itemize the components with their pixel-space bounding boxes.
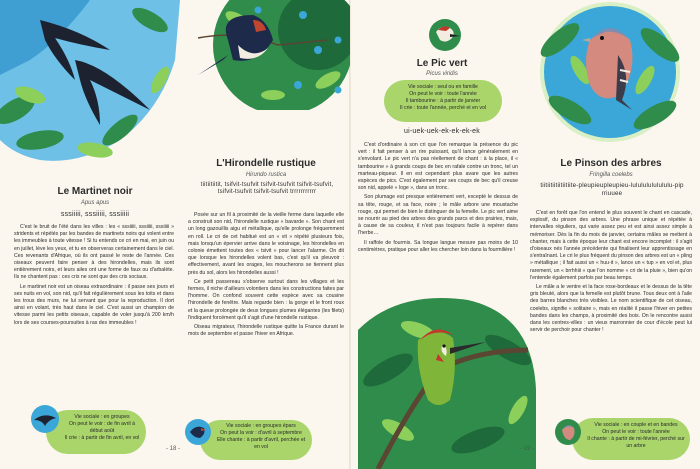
pic-info-bubble: [384, 80, 502, 122]
pinson-title: Le Pinson des arbres: [560, 158, 662, 169]
chaffinch-icon: [554, 418, 582, 446]
pic-title: Le Pic vert: [416, 58, 468, 69]
martinet-bubble-line-3: Il crie : à partir de fin avril, en vol: [64, 435, 140, 441]
pic-paragraph-2: Son plumage est presque entièrement vert, excepté le dessus de sa tête, rouge, et sa face, noire ; le mâle arbore une moustache rouge, qui permet de bien le distinguer de la femelle. Le pic vert aime se nourrir au pied des arbres des grands parcs et des prairies, mais, à cause de sa couleur, il n'est pas toujours facile à repérer dans l'herbe…: [358, 194, 518, 237]
martinet-text: [14, 224, 174, 329]
page-number-left: - 18 -: [166, 446, 181, 452]
pinson-paragraph-2: Le mâle a le ventre et la face rose-bordeaux et le dessus de la tête gris bleuté, alors que la femelle est plutôt brune. Tous deux ont à l'aile des barres blanches très visibles. Le nom scientifique de cet oiseau, coelebs, signifie « solitaire », mais en réalité il passe l'hiver en petites bandes dans les champs, à proximité des bois. On le rencontre aussi dans les centres-villes : un vieux marronnier de cour d'école peut lui servir de perchoir pour chanter !: [530, 284, 692, 334]
swift-illustration: [0, 0, 180, 170]
pinson-text: [530, 210, 692, 336]
hirondelle-bubble-line-2: On peut la voir : d'avril à septembre: [220, 430, 302, 436]
pinson-latin-name: Fringilla coelebs: [589, 172, 633, 178]
pic-song: ui-uek-uek-ek-ek-ek-ek: [404, 128, 480, 135]
pinson-info-bubble: [572, 418, 690, 460]
martinet-bubble-line-1: Vie sociale : en groupes: [74, 414, 130, 420]
martinet-paragraph-2: Le martinet noir est un oiseau extraordinaire : il passe ses jours et ses nuits en vol, son nid, qu'il fait régulièrement sous les toits et dans les trous des murs, ne lui servant que pour la reproduction. Il dort ainsi en volant, très haut dans le ciel. C'est aussi un champion de vitesse parmi les petits oiseaux, capable de voler jusqu'à 200 km/h lors de ses courses-poursuites à ras des immeubles !: [14, 283, 174, 326]
martinet-song: sssiiiii, sssiiiii, sssiiiii: [60, 211, 130, 218]
pic-paragraph-3: Il raffole de fourmis. Sa longue langue mesure pas moins de 10 centimètres, pratique pour aller les chercher loin dans la fourmilière !: [358, 239, 518, 253]
martinet-latin-name: Apus apus: [80, 200, 110, 206]
pic-bubble-line-2: On peut le voir : toute l'année: [409, 91, 477, 97]
green-woodpecker-icon: [428, 18, 462, 52]
woodpecker-illustration: [358, 290, 538, 469]
pinson-bubble-line-1: Vie sociale : en couple et en bandes: [594, 422, 678, 428]
hirondelle-paragraph-1: Posée sur un fil à proximité de la vieille ferme dans laquelle elle a construit son nid, l'hirondelle rustique « bavarde ». Son chant est un long gazouillis aigu et métallique, qu'elle prolonge fréquemment en roll. Le cri de cet habitué est un « vit » répété plusieurs fois, mais lorsqu'un épervier arrive dans le voisinage, les hirondelles en colonie émettent toutes des « tsivit » pour lancer l'alarme. On dit que lorsque les hirondelles volent bas, c'est qu'il va pleuvoir : effectivement, avant les orages, les moucherons se tiennent plus près du sol, alors les hirondelles aussi !: [188, 212, 344, 276]
martinet-info-bubble: [46, 410, 146, 454]
swallow-icon: [184, 418, 212, 446]
hirondelle-paragraph-3: Oiseau migrateur, l'hirondelle rustique quitte la France durant le mois de septembre et passe l'hiver en Afrique.: [188, 324, 344, 338]
swallow-illustration: [178, 0, 350, 110]
pic-latin-name: Picus viridis: [426, 71, 458, 77]
pic-bubble-line-1: Vie sociale : seul ou en famille: [408, 84, 478, 90]
hirondelle-bubble-line-1: Vie sociale : en groupes épars: [226, 423, 296, 429]
hirondelle-song: tiitiitiitit, tsifvit-tsufvit tsifvit-tsufvit tsifvit-tsufvit, tsifvit-tsufvit tsifvit-tsufvit trrrrrrrrrrr: [200, 182, 334, 195]
pinson-bubble-line-3: Il chante : à partir de mi-février, perché sur un arbre: [587, 436, 685, 449]
hirondelle-paragraph-2: Ce petit passereau s'observe surtout dans les villages et les fermes, il niche d'ailleurs volontiers dans les constructions faites par l'homme. On confond souvent cette espèce avec sa cousine l'hirondelle de fenêtre. Mais regarde bien : la gorge et le front roux et la queue prolongée de deux longues plumes élégantes (les filets) l'indiquent forcément qu'il s'agit d'une hirondelle rustique.: [188, 278, 344, 321]
page-number-right: - 19 -: [520, 446, 535, 452]
swift-icon: [30, 404, 60, 434]
pic-paragraph-1: C'est d'ordinaire à son cri que l'on remarque la présence du pic vert : il fait penser à un rire puissant, qu'il lance généralement en s'envolant. Le pic vert n'a pas réellement de chant : à la place, il « tambourine » à grands coups de bec en rafale contre un tronc, tel un marteau-piqueur. Il en est cependant plus avare que les autres espèces de pics. C'est également par ses coups de bec qu'il creuse son nid, appelé « loge », dans un tronc.: [358, 142, 518, 192]
hirondelle-latin-name: Hirundo rustica: [245, 172, 287, 178]
chaffinch-illustration: [520, 0, 700, 150]
martinet-paragraph-1: C'est le bruit de l'été dans les villes : les « sssiiiii, sssiiiii, sssiiiii » stridents et répétés par les bandes de martinets noirs qui volent entre les immeubles à toute vitesse ! Si tu entends ce cri en mai, en juin ou en juillet, lève les yeux, et tu en observeras certainement dans le ciel. Ces revenants d'Afrique, où ils ont passé le reste de l'année. Ces oiseaux peuvent faire penser à des hirondelles, mais ils sont entièrement noirs, et leurs ailes ont une forme de faux ou d'arbalète. Ils ne chantent pas : ces cris ne sont que des cris sociaux.: [14, 224, 174, 281]
pinson-song: tiitiitiitiitiitiite-pleupieupleupieu-lulululululululu-piprriuuee: [540, 182, 684, 197]
pinson-paragraph-1: C'est en forêt que l'on entend le plus souvent le chant en cascade, explosif, du pinson des arbres. Une phrase unique et répétée à intervalles réguliers, qui varie assez peu et est ainsi assez simple à mémoriser. Dès la fin du mois de janvier, certains mâles se mettent à chanter, mais à cette époque leur chant est encore incomplet : il s'agit d'oiseaux nés l'année précédente qui finalisent leur apprentissage en s'entraînant. Le cri le plus fréquent du pinson des arbres est un « pling » métallique ; il fait aussi un « huu-it », lance un « tup » en vol et, plus rarement, un « brrhhiii » que l'on nomme « cri de la pluie », bien qu'on l'entende également parfois par beau temps.: [530, 210, 692, 281]
pinson-bubble-line-2: On peut le voir : toute l'année: [602, 429, 670, 435]
pic-bubble-line-3: Il tambourine : à partir de janvier: [405, 98, 481, 104]
hirondelle-text: [188, 212, 344, 340]
hirondelle-info-bubble: [200, 420, 312, 460]
pic-text: [358, 142, 518, 256]
martinet-title: Le Martinet noir: [57, 186, 133, 197]
pic-bubble-line-4: Il crie : toute l'année, perché et en vol: [399, 105, 487, 111]
martinet-bubble-line-2: On peut le voir : de fin avril à début août: [68, 421, 136, 434]
hirondelle-bubble-line-3: Elle chante : à partir d'avril, perchée et en vol: [216, 437, 306, 450]
hirondelle-title: L'Hirondelle rustique: [216, 158, 316, 169]
